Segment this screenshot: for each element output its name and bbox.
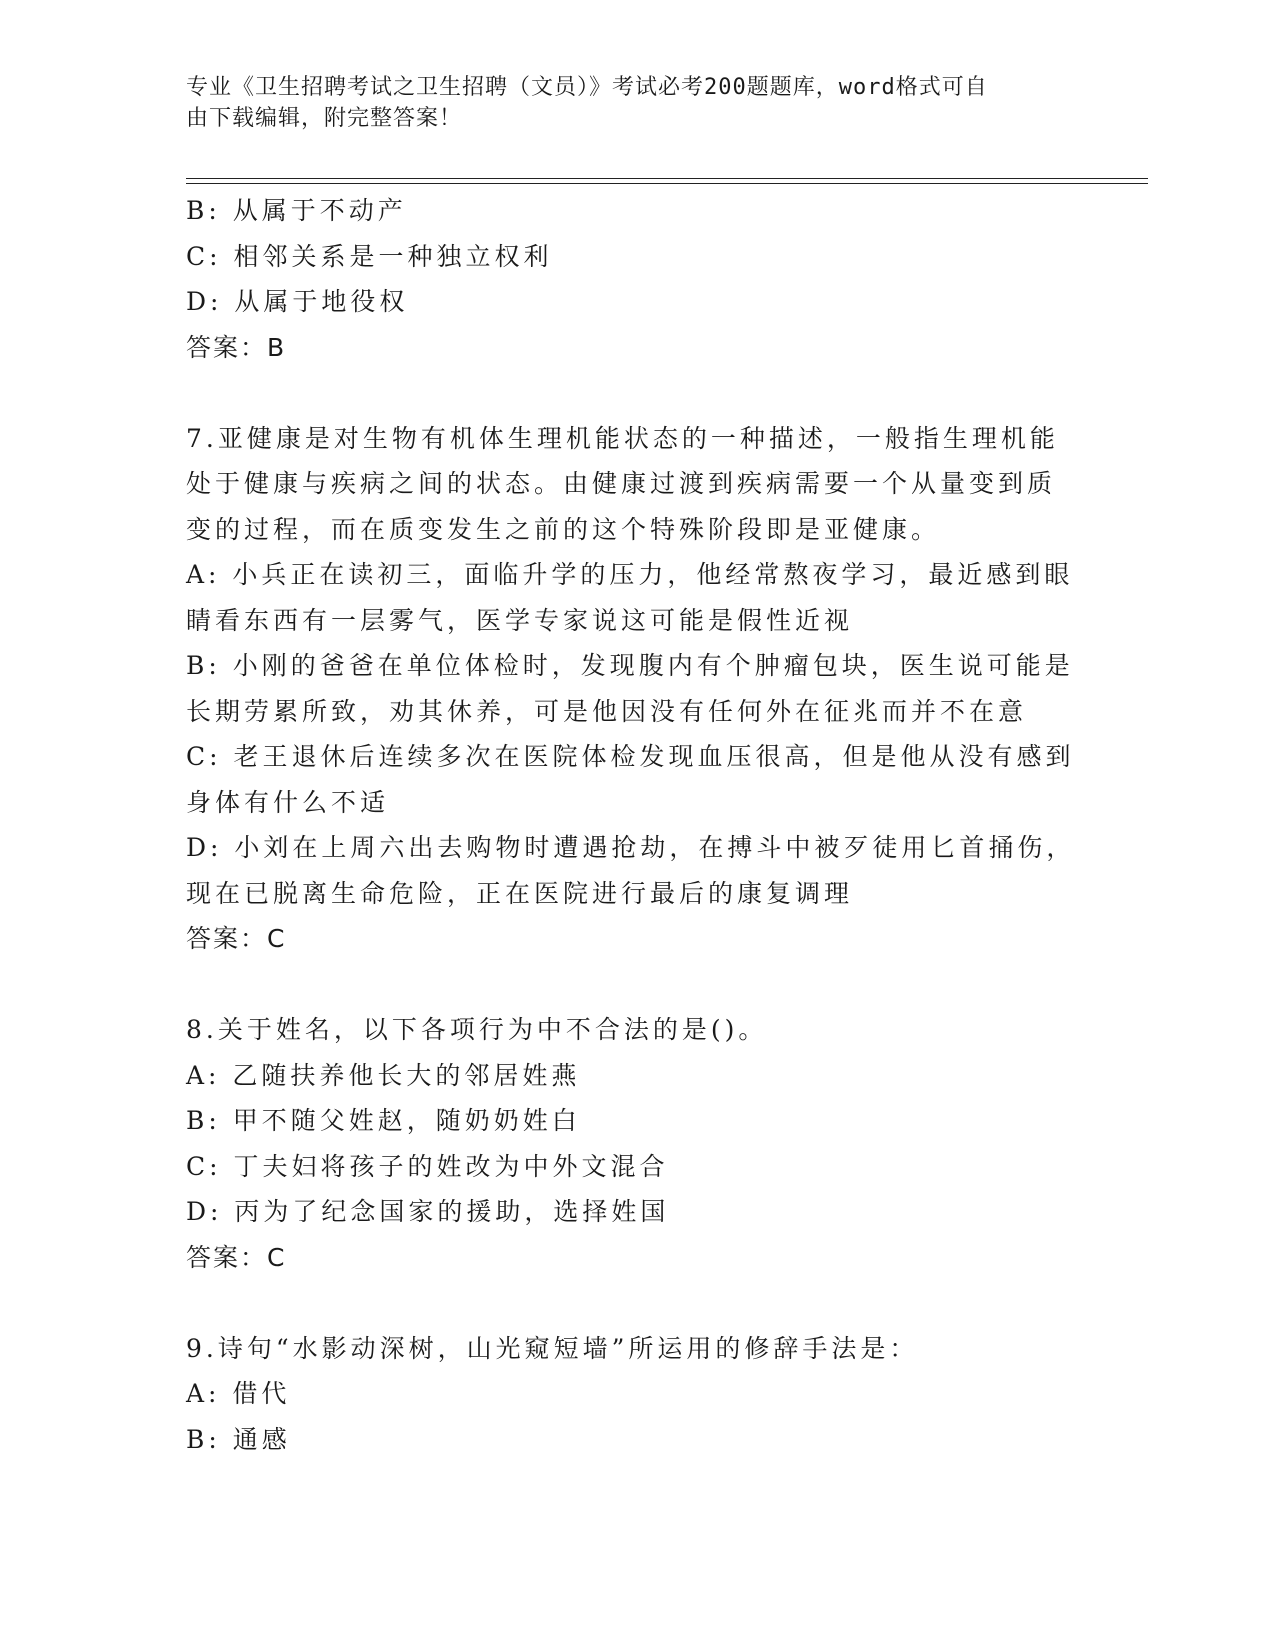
answer: 答案：B — [186, 332, 287, 362]
option-c: C: 相邻关系是一种独立权利 — [186, 241, 553, 271]
option-d: D: 小刘在上周六出去购物时遭遇抢劫，在搏斗中被歹徒用匕首捅伤， — [186, 833, 1076, 862]
question-8 — [186, 1007, 1086, 1280]
option-c: C: 丁夫妇将孩子的姓改为中外文混合 — [186, 1151, 669, 1181]
option-b: B: 通感 — [186, 1424, 291, 1454]
question-6 — [186, 188, 1086, 370]
header-divider-top — [186, 178, 1148, 179]
option-a: A: 借代 — [186, 1379, 291, 1408]
option-b: 长期劳累所致，劝其休养，可是他因没有任何外在征兆而并不在意 — [186, 696, 1028, 726]
option-d: 现在已脱离生命危险，正在医院进行最后的康复调理 — [186, 878, 854, 908]
header-line-2: 由下载编辑，附完整答案！ — [186, 106, 463, 131]
option-a: 睛看东西有一层雾气，医学专家说这可能是假性近视 — [186, 605, 854, 635]
question-content — [186, 188, 1086, 1462]
question-stem: 处于健康与疾病之间的状态。由健康过渡到疾病需要一个从量变到质 — [186, 469, 1057, 498]
option-a: A: 乙随扶养他长大的邻居姓燕 — [186, 1060, 581, 1090]
option-b: B: 甲不随父姓赵，随奶奶姓白 — [186, 1106, 581, 1135]
header-divider-bottom — [186, 183, 1148, 184]
answer: 答案：C — [186, 1242, 287, 1272]
option-b: B: 小刚的爸爸在单位体检时，发现腹内有个肿瘤包块，医生说可能是 — [186, 651, 1074, 680]
option-a: A: 小兵正在读初三，面临升学的压力，他经常熬夜学习，最近感到眼 — [186, 560, 1074, 589]
question-stem: 7.亚健康是对生物有机体生理机能状态的一种描述，一般指生理机能 — [186, 423, 1059, 453]
question-9 — [186, 1326, 1086, 1463]
option-b: B: 从属于不动产 — [186, 196, 407, 225]
option-c: C: 老王退休后连续多次在医院体检发现血压很高，但是他从没有感到 — [186, 742, 1075, 771]
question-stem: 变的过程，而在质变发生之前的这个特殊阶段即是亚健康。 — [186, 514, 941, 544]
option-d: D: 从属于地役权 — [186, 287, 409, 316]
question-stem: 9.诗句“水影动深树，山光窥短墙”所运用的修辞手法是： — [186, 1333, 919, 1363]
question-7 — [186, 416, 1086, 962]
spacer — [186, 370, 1086, 416]
option-d: D: 丙为了纪念国家的援助，选择姓国 — [186, 1197, 670, 1226]
option-c: 身体有什么不适 — [186, 787, 390, 817]
question-stem: 8.关于姓名，以下各项行为中不合法的是()。 — [186, 1015, 768, 1044]
spacer — [186, 962, 1086, 1008]
document-header — [186, 72, 1066, 134]
spacer — [186, 1280, 1086, 1326]
answer: 答案：C — [186, 924, 287, 953]
header-line-1: 专业《卫生招聘考试之卫生招聘（文员）》考试必考200题题库，word格式可自 — [186, 75, 988, 100]
